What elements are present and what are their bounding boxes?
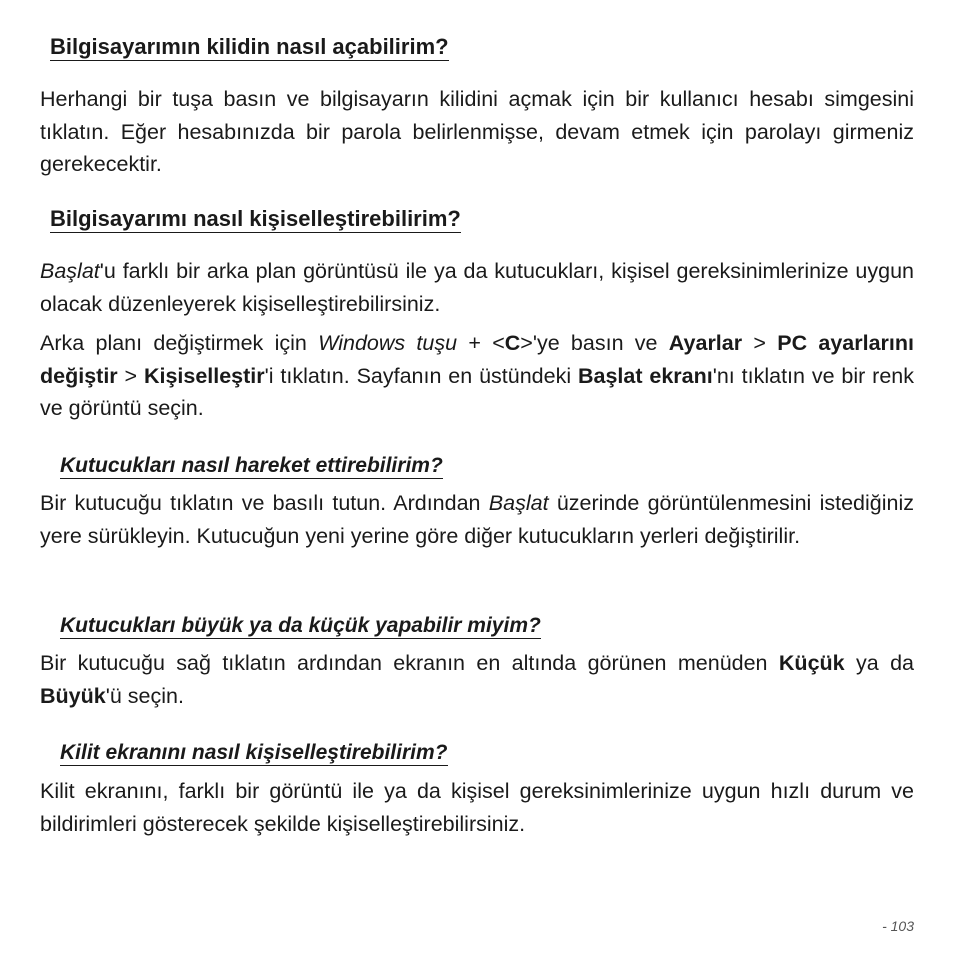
page-number: - 103 [882,918,914,934]
paragraph-resize-tiles: Bir kutucuğu sağ tıklatın ardından ekranın en altında görünen menüden Küçük ya da Büyük'ü seçin. [40,651,914,708]
paragraph-personalize-2: Arka planı değiştirmek için Windows tuşu + <C>'ye basın ve Ayarlar > PC ayarlarını değiştir > Kişiselleştir'i tıklatın. Sayfanın en üstündeki Başlat ekranı'nı tıklatın ve bir renk ve görüntü seçin. [40,331,914,420]
heading-move-tiles: Kutucukları nasıl hareket ettirebilirim? [60,454,443,477]
paragraph-lock-screen: Kilit ekranını, farklı bir görüntü ile ya da kişisel gereksinimlerinize uygun hızlı durum ve bildirimleri gösterecek şekilde kişiselleştirebilirsiniz. [40,779,914,836]
heading-lock-screen: Kilit ekranını nasıl kişiselleştirebilirim? [60,741,448,764]
heading-personalize: Bilgisayarımı nasıl kişiselleştirebilirim? [50,206,461,231]
heading-resize-tiles: Kutucukları büyük ya da küçük yapabilir miyim? [60,614,541,637]
paragraph-unlock: Herhangi bir tuşa basın ve bilgisayarın kilidini açmak için bir kullanıcı hesabı simgesini tıklatın. Eğer hesabınızda bir parola belirlenmişse, devam etmek için parolayı girmeniz gerekecektir. [40,87,914,176]
paragraph-move-tiles: Bir kutucuğu tıklatın ve basılı tutun. Ardından Başlat üzerinde görüntülenmesini istediğiniz yere sürükleyin. Kutucuğun yeni yerine göre diğer kutucukların yerleri değiştirilir. [40,491,914,548]
heading-unlock: Bilgisayarımın kilidin nasıl açabilirim? [50,34,449,59]
paragraph-personalize-1: Başlat'u farklı bir arka plan görüntüsü ile ya da kutucukları, kişisel gereksinimlerinize uygun olacak düzenleyerek kişiselleştirebilirsiniz. [40,259,914,316]
